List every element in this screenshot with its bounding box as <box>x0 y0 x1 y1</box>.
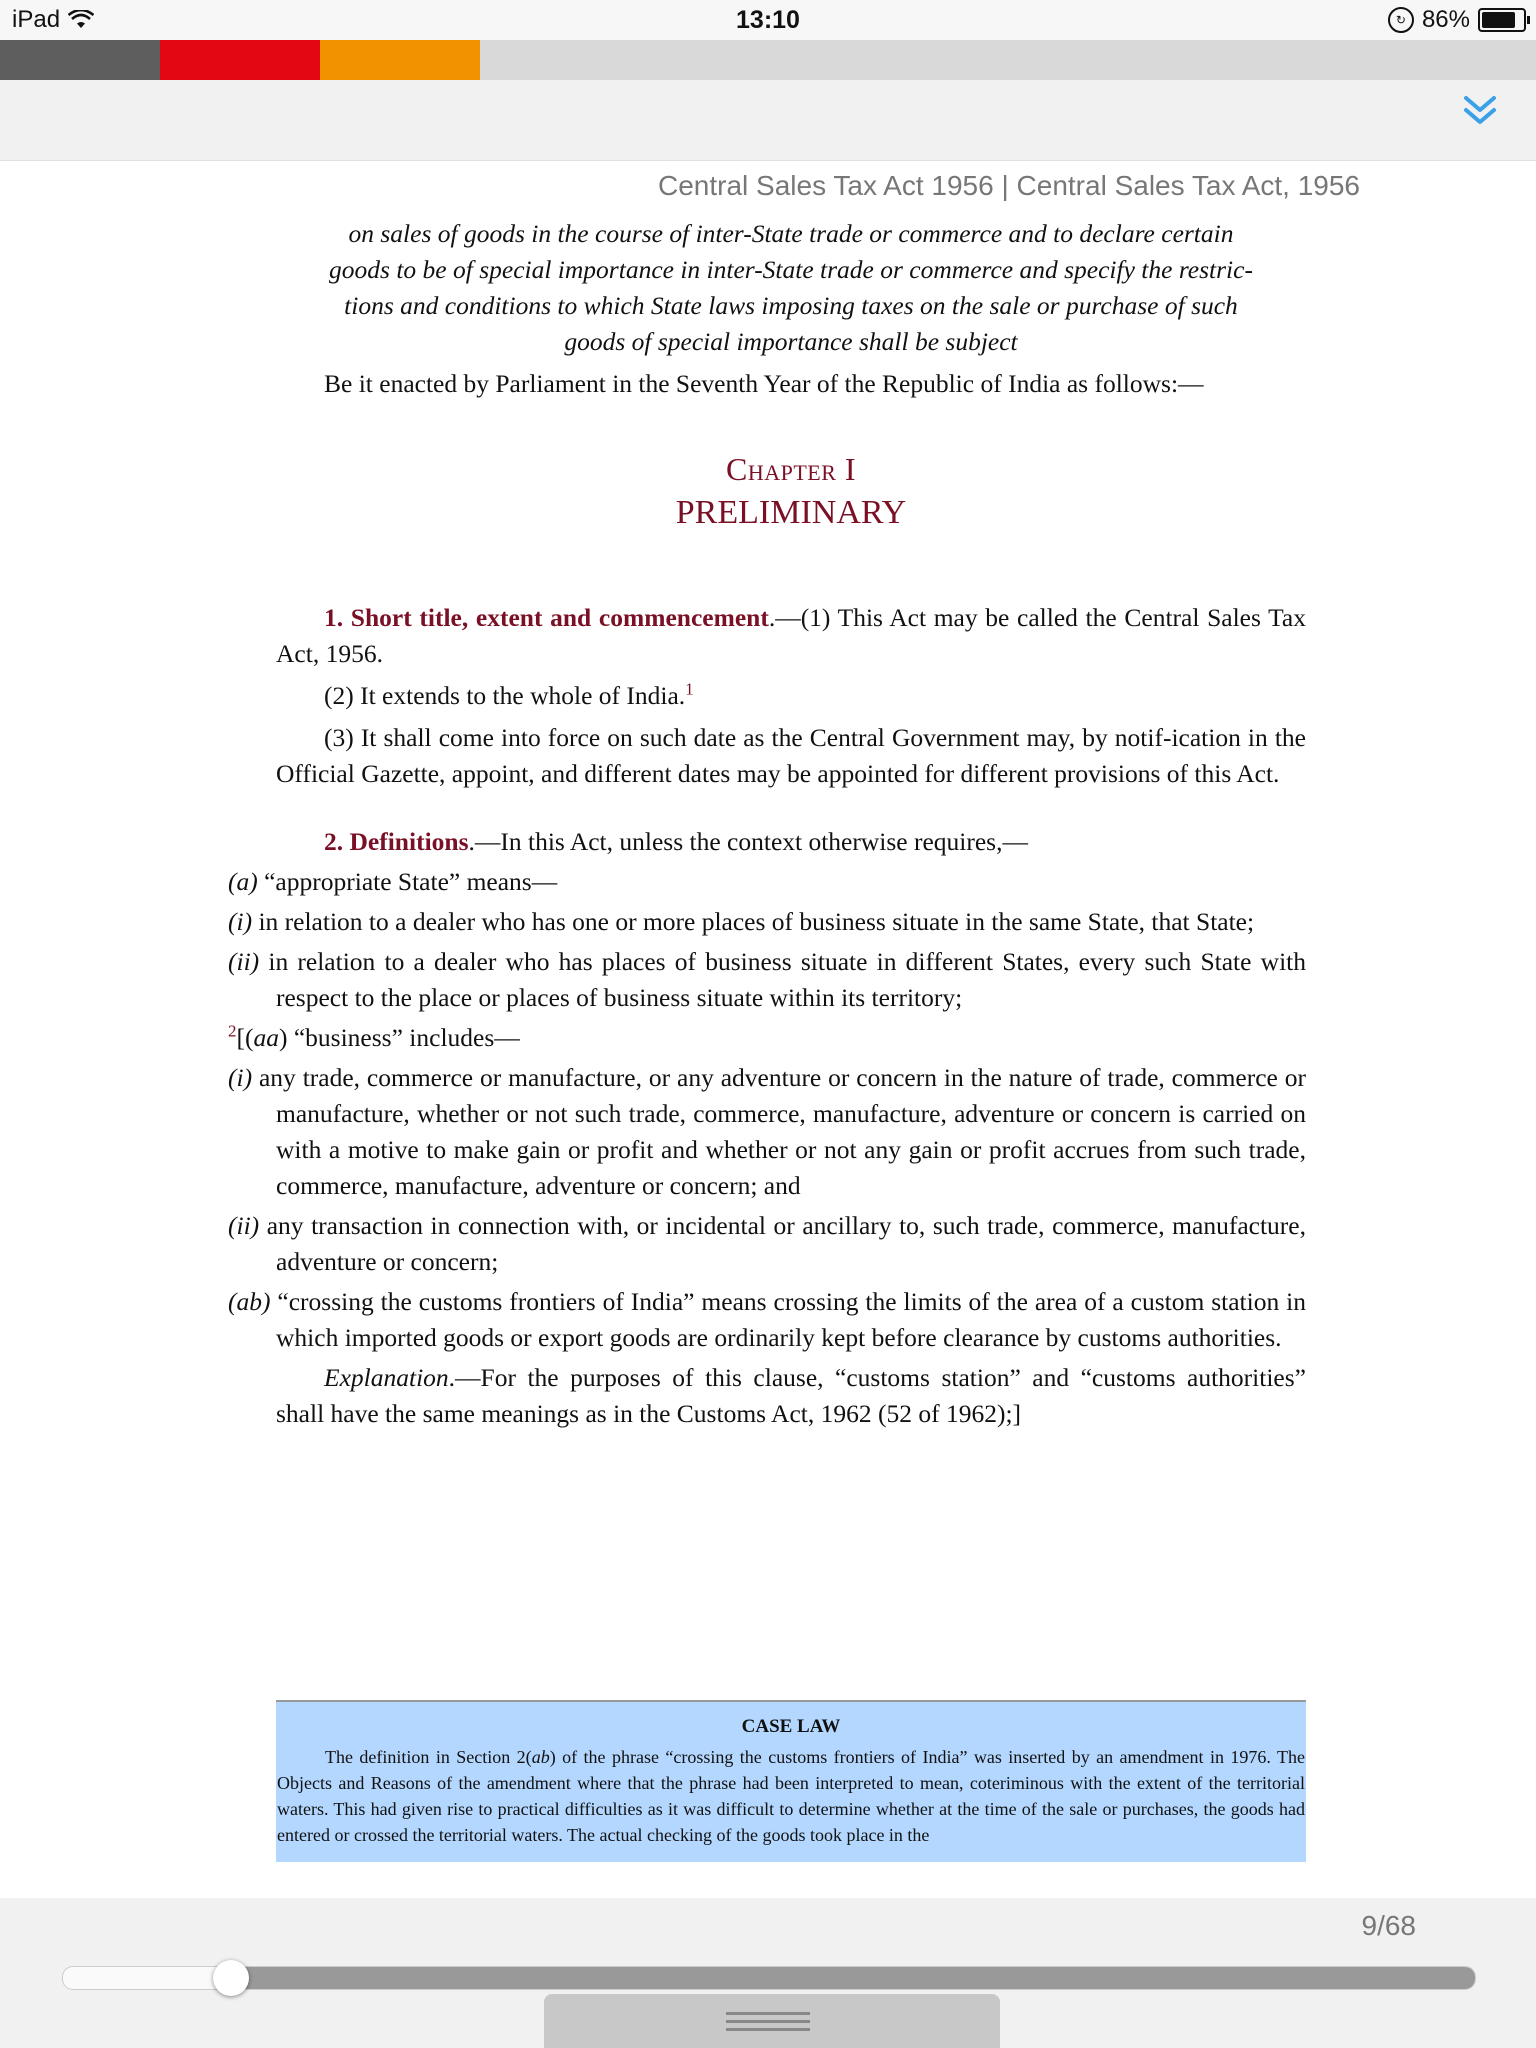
explanation-text: .—For the purposes of this clause, “customs station” and “customs authorities” shall have the same meanings as in the Customs Act, 1962 (52 of 1962);] <box>276 1363 1306 1428</box>
clause-a-i-text: in relation to a dealer who has one or more places of business situate in the same State, that State; <box>252 907 1255 936</box>
reader-toolbar <box>0 80 1536 161</box>
section-1 <box>276 600 1306 672</box>
case-law-text-ab: ab <box>531 1747 550 1767</box>
section-1-title: 1. Short title, extent and commencement <box>324 603 769 632</box>
clock: 13:10 <box>736 6 800 34</box>
color-tab-orange[interactable] <box>320 40 480 80</box>
page-indicator: 9/68 <box>1361 1910 1416 1941</box>
chapter-heading <box>276 448 1306 536</box>
case-law-text-a: The definition in Section 2( <box>325 1747 532 1767</box>
clause-aa-i-label: (i) <box>228 1063 253 1092</box>
section-1-sub3: (3) It shall come into force on such date as the Central Government may, by notif-ication in the Official Gazette, appoint, and different dates may be appointed for different provisions of this Act. <box>276 723 1306 788</box>
clause-a-label: (a) <box>228 867 258 896</box>
clause-a-ii <box>228 944 1306 1016</box>
preamble-line: tions and conditions to which State laws imposing taxes on the sale or purchase of such <box>344 291 1238 320</box>
preamble-line: on sales of goods in the course of inter-State trade or commerce and to declare certain <box>348 219 1234 248</box>
section-2-text: .—In this Act, unless the context otherwise requires,— <box>468 827 1028 856</box>
clause-a-i <box>228 904 1306 940</box>
double-chevron-down-icon[interactable] <box>1460 90 1500 130</box>
color-tab-gray[interactable] <box>0 40 160 80</box>
case-law-box <box>276 1700 1306 1862</box>
case-law-heading: CASE LAW <box>741 1716 841 1737</box>
color-tab-bar <box>0 40 1536 80</box>
section-2-title: 2. Definitions <box>324 827 469 856</box>
document-page <box>228 216 1306 1432</box>
footnote-ref-1[interactable]: 1 <box>685 679 694 699</box>
grip-line <box>726 2012 810 2015</box>
clause-aa <box>228 1020 1306 1056</box>
case-law-text-b: ) of the phrase “crossing the customs frontiers of India” was inserted by an amendment in 1976. The Objects and Reasons of the amendment where that the phrase had been interpreted to mean, coteriminous with the extent of the territorial waters. This had given rise to practical difficulties as it was difficult to determine whether at the time of the sale or purchases, the goods had entered or crossed the territorial waters. The actual checking of the goods took place in the <box>277 1747 1305 1845</box>
rotation-lock-icon: ↻ <box>1388 7 1414 33</box>
enacting-clause: Be it enacted by Parliament in the Seventh Year of the Republic of India as follows:— <box>324 369 1204 398</box>
page-slider-track[interactable] <box>62 1966 1476 1990</box>
clause-a-ii-label: (ii) <box>228 947 260 976</box>
clause-aa-text: ) “business” includes— <box>278 1023 520 1052</box>
grip-line <box>726 2020 810 2023</box>
clause-a-i-label: (i) <box>228 907 253 936</box>
clause-ab-text: “crossing the customs frontiers of India” means crossing the limits of the area of a custom station in which imported goods or export goods are ordinarily kept before clearance by customs authorities. <box>270 1287 1306 1352</box>
status-bar <box>0 0 1536 40</box>
clause-aa-ii <box>228 1208 1306 1280</box>
clause-ab-label: (ab) <box>228 1287 271 1316</box>
running-header: Central Sales Tax Act 1956 | Central Sales Tax Act, 1956 <box>658 170 1360 201</box>
section-1-sub2 <box>276 678 1306 714</box>
clause-aa-ii-text: any transaction in connection with, or incidental or ancillary to, such trade, commerce, manufacture, adventure or concern; <box>259 1211 1306 1276</box>
section-1-text: .—(1) This Act may be called the Central Sales Tax Act, 1956. <box>276 603 1306 668</box>
explanation-label: Explanation <box>324 1363 449 1392</box>
clause-a <box>228 864 1306 900</box>
chapter-number: Chapter I <box>725 451 857 487</box>
footnote-ref-2[interactable]: 2 <box>228 1021 237 1041</box>
preamble-line: goods of special importance shall be subject <box>564 327 1018 356</box>
page-slider-fill <box>232 1967 1475 1989</box>
clause-aa-i-text: any trade, commerce or manufacture, or any adventure or concern in the nature of trade, commerce or manufacture, whether or not such trade, commerce, manufacture, adventure or concern is carried on with a motive to make gain or profit and whether or not any gain or profit accrues from such trade, commerce, manufacture, adventure or concern; and <box>252 1063 1306 1200</box>
chapter-title: PRELIMINARY <box>675 494 907 531</box>
clause-aa-ii-label: (ii) <box>228 1211 260 1240</box>
clause-aa-bracket: [( <box>236 1023 254 1052</box>
grip-line <box>726 2028 810 2031</box>
status-right <box>1388 6 1526 34</box>
preamble-italic <box>276 216 1306 360</box>
clause-ab <box>228 1284 1306 1356</box>
explanation <box>276 1360 1306 1432</box>
clause-a-text: “appropriate State” means— <box>257 867 558 896</box>
color-tab-red[interactable] <box>160 40 320 80</box>
preamble-line: goods to be of special importance in inter-State trade or commerce and specify the restric- <box>329 255 1253 284</box>
page-slider-thumb[interactable] <box>213 1960 249 1996</box>
clause-aa-label: aa <box>253 1023 279 1052</box>
device-name: iPad <box>12 6 61 33</box>
case-law-text <box>276 1744 1306 1848</box>
clause-a-ii-text: in relation to a dealer who has places of business situate in different States, every such State with respect to the place or places of business situate within its territory; <box>259 947 1306 1012</box>
section-2 <box>276 824 1306 860</box>
bottom-drawer-handle[interactable] <box>544 1994 1000 2048</box>
section-1-sub2-text: (2) It extends to the whole of India. <box>324 681 686 710</box>
battery-percent: 86% <box>1421 6 1470 33</box>
battery-icon <box>1478 8 1526 32</box>
clause-aa-i <box>228 1060 1306 1204</box>
